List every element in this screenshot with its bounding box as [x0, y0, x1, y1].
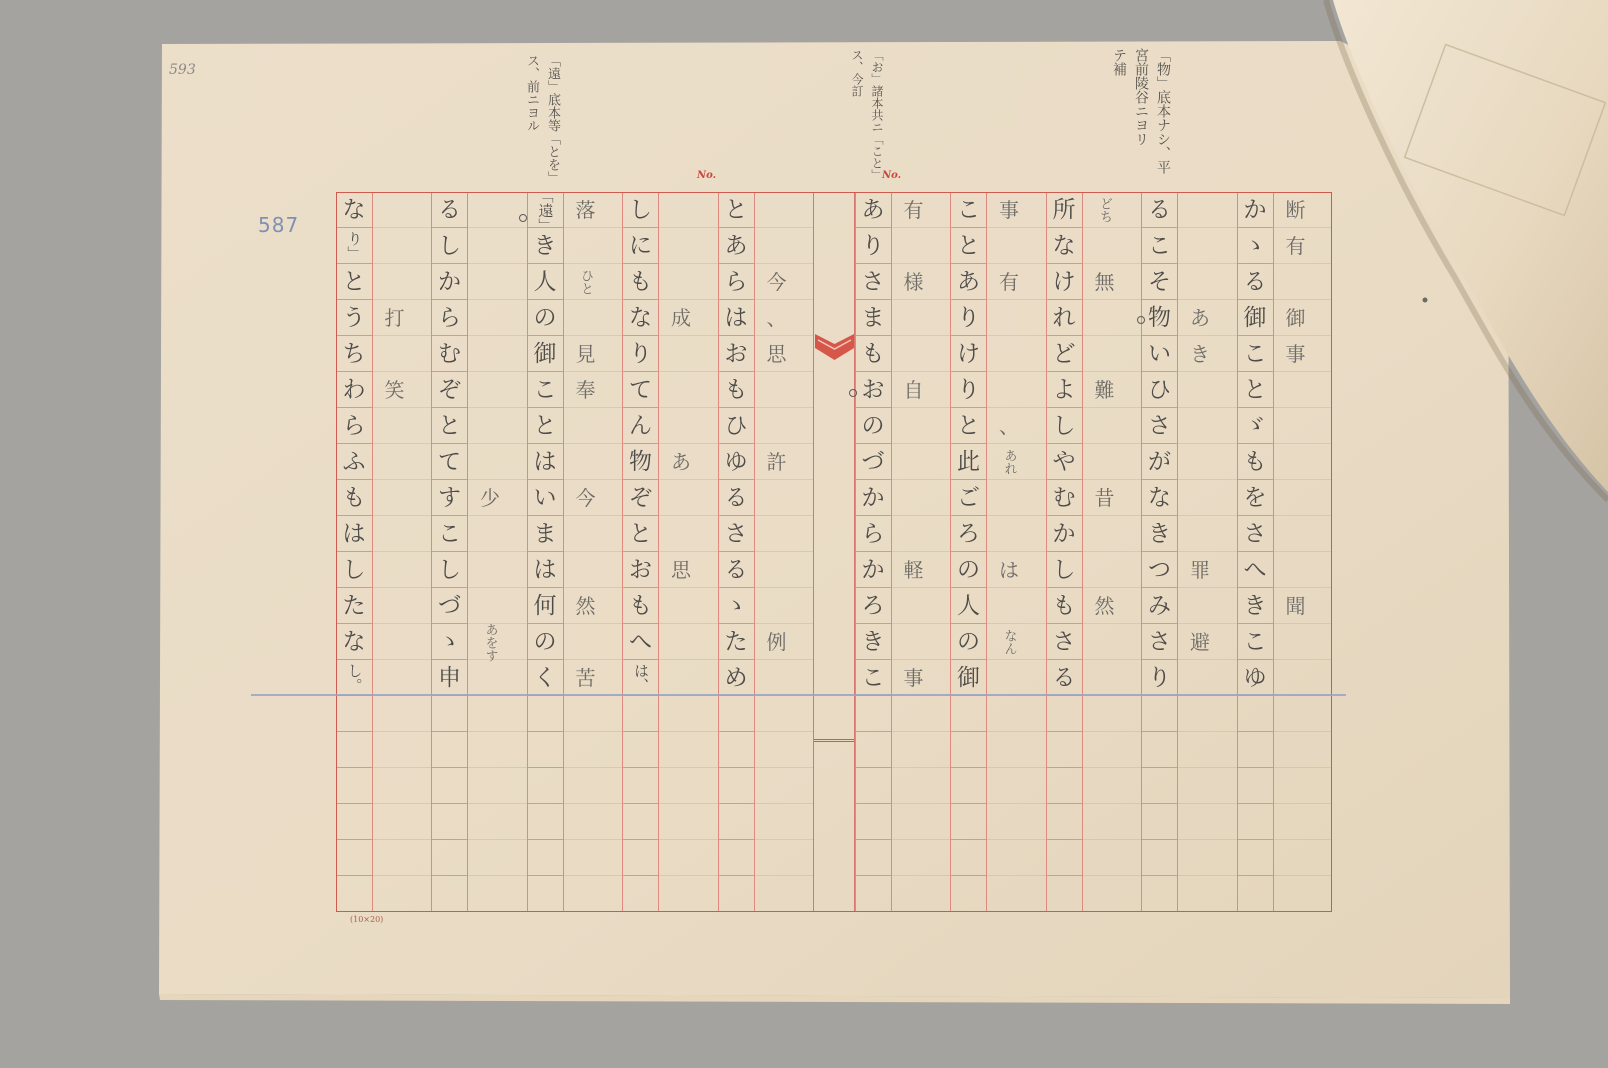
annotation-column-5: [892, 192, 951, 912]
text-cell: ろ: [861, 592, 885, 619]
handwritten-annotation: あ: [1190, 306, 1210, 330]
text-cell: る: [1243, 268, 1267, 295]
text-cell: ゆ: [1243, 664, 1267, 691]
text-column-3: [1046, 192, 1083, 912]
pencil-guide-line: [251, 694, 1346, 696]
text-cell: は: [724, 304, 748, 331]
text-cell: も: [861, 340, 885, 367]
text-cell: 何: [533, 592, 557, 619]
text-column-9: [431, 192, 468, 912]
handwritten-annotation: 事: [999, 198, 1019, 222]
text-cell: き: [533, 232, 557, 259]
text-cell: う: [342, 304, 366, 331]
text-cell: か: [861, 484, 885, 511]
handwritten-page-number: 593: [169, 62, 196, 78]
text-cell: こ: [1148, 232, 1171, 259]
text-cell: る: [724, 556, 748, 583]
text-cell: と: [957, 412, 980, 439]
text-cell: の: [533, 304, 557, 331]
text-cell: は: [533, 448, 557, 475]
text-cell: ご: [957, 484, 980, 511]
text-cell: ぞ: [438, 376, 461, 403]
text-cell: は: [533, 556, 557, 583]
annotation-column-10: [373, 192, 432, 912]
handwritten-annotation: 昔: [1094, 486, 1115, 510]
text-cell: る: [438, 196, 461, 223]
editorial-note-3: [517, 54, 563, 194]
text-cell: し: [1052, 556, 1076, 583]
text-cell: り: [957, 304, 980, 331]
text-cell: へ: [629, 628, 652, 655]
handwritten-annotation: 事: [1285, 342, 1306, 366]
text-cell: か: [438, 268, 461, 295]
text-cell: な: [629, 304, 652, 331]
handwritten-annotation: は: [999, 558, 1019, 582]
text-cell: と: [724, 196, 748, 223]
center-spine-column: [813, 192, 855, 912]
text-cell: を: [1243, 484, 1267, 511]
text-cell: づ: [438, 592, 461, 619]
text-cell: き: [1148, 520, 1171, 547]
text-cell: と: [438, 412, 461, 439]
text-cell: あ: [861, 196, 885, 223]
text-cell: お: [724, 340, 748, 367]
text-cell: の: [861, 412, 885, 439]
text-cell: ん: [629, 412, 652, 439]
handwritten-annotation: 少: [480, 486, 500, 510]
editorial-note-line: 「物」底本ナシ、平: [1155, 48, 1171, 174]
editorial-note-1: [1104, 48, 1174, 188]
annotation-column-8: [564, 192, 623, 912]
text-cell: ゆ: [724, 448, 748, 475]
text-cell: も: [629, 268, 652, 295]
text-cell: 申: [438, 664, 461, 691]
handwritten-annotation: 、: [999, 414, 1019, 438]
text-cell: 「遠」: [536, 187, 555, 233]
text-cell: も: [724, 376, 748, 403]
text-cell: る: [1148, 196, 1171, 223]
text-column-7: [622, 192, 659, 912]
text-cell: い: [533, 484, 557, 511]
handwritten-annotation: 思: [766, 342, 787, 366]
grid-size-label: (10×20): [350, 915, 384, 924]
text-cell: の: [533, 628, 557, 655]
text-cell: さ: [1148, 412, 1171, 439]
annotation-column-4: [987, 192, 1046, 912]
text-cell: な: [1148, 484, 1171, 511]
handwritten-annotation: 思: [671, 558, 691, 582]
text-cell: て: [629, 376, 652, 403]
text-cell: こ: [1243, 628, 1267, 655]
text-cell: ら: [342, 412, 366, 439]
text-cell: か: [1052, 520, 1076, 547]
text-cell: り: [629, 340, 652, 367]
handwritten-annotation: どち: [1097, 197, 1112, 223]
handwritten-annotation: 難: [1094, 378, 1115, 402]
text-column-6: [718, 192, 755, 912]
handwritten-annotation: 奉: [575, 378, 596, 402]
handwritten-annotation: 笑: [384, 378, 405, 402]
text-cell: に: [629, 232, 652, 259]
editorial-note-line: ス、前ニヨル: [524, 54, 539, 132]
text-cell: か: [1243, 196, 1267, 223]
text-cell: 所: [1052, 196, 1076, 223]
text-cell: れ: [1052, 304, 1076, 331]
handwritten-annotation: あれ: [1001, 449, 1017, 475]
annotation-column-9: [468, 192, 527, 912]
no-label-right: No.: [882, 170, 902, 181]
handwritten-annotation: 許: [766, 450, 787, 474]
handwritten-annotation: 御: [1285, 306, 1306, 330]
text-cell: み: [1148, 592, 1171, 619]
handwritten-annotation: なん: [1001, 629, 1017, 655]
text-cell: ゞ: [1243, 412, 1267, 439]
handwritten-annotation: 、: [766, 306, 787, 330]
text-cell: か: [861, 556, 885, 583]
text-cell: き: [1243, 592, 1267, 619]
annotation-column-2: [1178, 192, 1237, 912]
handwritten-annotation: 断: [1285, 198, 1306, 222]
handwritten-annotation: 然: [575, 594, 596, 618]
text-cell: は: [342, 520, 366, 547]
text-cell: お: [861, 376, 885, 403]
text-cell: す: [438, 484, 461, 511]
text-cell: な: [1052, 232, 1076, 259]
text-cell: ろ: [957, 520, 980, 547]
text-cell: る: [724, 484, 748, 511]
text-cell: り」: [345, 231, 364, 261]
text-cell: 御: [1243, 304, 1267, 331]
text-cell: む: [1052, 484, 1076, 511]
text-cell: し: [438, 556, 461, 583]
text-cell: し: [438, 232, 461, 259]
text-column-5: [855, 192, 892, 912]
handwritten-annotation: 今: [766, 270, 787, 294]
text-cell: と: [342, 268, 366, 295]
text-cell: も: [1052, 592, 1076, 619]
annotation-column-3: [1083, 192, 1142, 912]
no-label-left: No.: [697, 170, 717, 181]
text-cell: し: [342, 556, 366, 583]
spine-rule: [814, 739, 854, 742]
text-column-10: [336, 192, 373, 912]
text-cell: よ: [1052, 376, 1076, 403]
text-cell: 此: [957, 448, 980, 475]
handwritten-annotation: 自: [903, 378, 924, 402]
text-cell: し: [1052, 412, 1076, 439]
text-cell: 物: [1148, 304, 1171, 331]
text-cell: も: [629, 592, 652, 619]
text-cell: つ: [1148, 556, 1171, 583]
text-cell: へ: [1243, 556, 1267, 583]
text-cell: こ: [1243, 340, 1267, 367]
text-cell: 物: [629, 448, 652, 475]
text-cell: き: [861, 628, 885, 655]
handwritten-annotation: 様: [903, 270, 924, 294]
handwritten-annotation: 見: [575, 342, 596, 366]
handwritten-annotation: 聞: [1285, 594, 1306, 618]
text-cell: ち: [342, 340, 366, 367]
annotation-column-6: [755, 192, 814, 912]
text-cell: 人: [957, 592, 980, 619]
handwritten-annotation: あ: [671, 450, 691, 474]
text-cell: や: [1052, 448, 1076, 475]
handwritten-annotation: 無: [1094, 270, 1115, 294]
handwritten-annotation: 例: [766, 630, 787, 654]
text-cell: 御: [533, 340, 557, 367]
handwritten-annotation: 打: [384, 306, 405, 330]
handwritten-annotation: 有: [903, 198, 924, 222]
text-cell: あ: [724, 232, 748, 259]
text-cell: と: [533, 412, 557, 439]
text-cell: こ: [533, 376, 557, 403]
text-cell: ひ: [724, 412, 748, 439]
text-cell: ま: [533, 520, 557, 547]
text-cell: 御: [957, 664, 980, 691]
text-cell: し: [629, 196, 652, 223]
text-cell: と: [1243, 376, 1267, 403]
text-cell: あ: [957, 268, 980, 295]
handwritten-annotation: 然: [1094, 594, 1115, 618]
text-cell: づ: [861, 448, 885, 475]
text-cell: け: [957, 340, 980, 367]
text-column-1: [1237, 192, 1274, 912]
text-cell: そ: [1148, 268, 1171, 295]
annotation-column-1: [1274, 192, 1333, 912]
text-cell: ら: [861, 520, 885, 547]
text-column-2: [1141, 192, 1178, 912]
text-cell: む: [438, 340, 461, 367]
text-cell: り: [1148, 664, 1171, 691]
text-cell: も: [342, 484, 366, 511]
text-cell: こ: [438, 520, 461, 547]
text-cell: し。: [345, 663, 364, 693]
text-cell: な: [342, 628, 366, 655]
handwritten-annotation: 軽: [903, 558, 924, 582]
fish-tail-mark: [814, 333, 855, 361]
text-cell: ぞ: [629, 484, 652, 511]
insertion-circle-mark: [1137, 316, 1145, 324]
text-cell: く: [533, 664, 557, 691]
text-cell: ゝ: [724, 592, 748, 619]
text-cell: め: [724, 664, 748, 691]
handwritten-annotation: 罪: [1190, 558, 1210, 582]
text-cell: の: [957, 556, 980, 583]
handwritten-annotation: 苦: [575, 666, 596, 690]
text-cell: ゝ: [1243, 232, 1267, 259]
text-cell: ふ: [342, 448, 366, 475]
insertion-circle-mark: [849, 389, 857, 397]
text-cell: 人: [533, 268, 557, 295]
text-cell: た: [724, 628, 748, 655]
text-cell: こ: [957, 196, 980, 223]
editorial-note-line: テ補: [1111, 48, 1127, 76]
text-cell: い: [1148, 340, 1171, 367]
editorial-note-line: 「お」諸本共ニ「こと」: [870, 49, 884, 181]
annotation-column-7: [659, 192, 718, 912]
handwritten-annotation: 有: [999, 270, 1019, 294]
editorial-note-line: 宮前陵谷ニヨリ: [1133, 48, 1149, 146]
handwritten-annotation: 成: [671, 306, 691, 330]
handwritten-annotation: 事: [903, 666, 924, 690]
text-cell: ど: [1052, 340, 1076, 367]
text-cell: り: [957, 376, 980, 403]
text-cell: ま: [861, 304, 885, 331]
text-cell: ら: [724, 268, 748, 295]
text-column-4: [950, 192, 987, 912]
text-cell: さ: [861, 268, 885, 295]
text-cell: の: [957, 628, 980, 655]
handwritten-annotation: 今: [575, 486, 596, 510]
text-cell: さ: [1243, 520, 1267, 547]
editorial-note-2: [842, 49, 887, 189]
text-cell: お: [629, 556, 652, 583]
handwritten-annotation: あをす: [482, 622, 498, 662]
text-cell: は、: [632, 663, 650, 693]
text-cell: が: [1148, 448, 1171, 475]
editorial-note-line: 「遠」底本等「とを」: [545, 54, 560, 184]
editorial-note-line: ス、今訂: [850, 49, 864, 97]
insertion-circle-mark: [519, 214, 527, 222]
text-cell: り: [861, 232, 885, 259]
text-cell: け: [1052, 268, 1076, 295]
text-cell: ひ: [1148, 376, 1171, 403]
text-cell: な: [342, 196, 366, 223]
text-cell: さ: [724, 520, 748, 547]
handwritten-annotation: 避: [1190, 630, 1210, 654]
text-cell: わ: [342, 376, 366, 403]
text-cell: も: [1243, 448, 1267, 475]
handwritten-annotation: ひと: [578, 269, 593, 295]
text-cell: ら: [438, 304, 461, 331]
handwritten-annotation: き: [1190, 342, 1210, 366]
text-cell: る: [1052, 664, 1076, 691]
handwritten-annotation: 落: [575, 198, 596, 222]
text-cell: と: [629, 520, 652, 547]
text-cell: こ: [861, 664, 885, 691]
text-cell: と: [957, 232, 980, 259]
text-cell: さ: [1052, 628, 1076, 655]
text-column-8: [527, 187, 564, 912]
text-cell: ゝ: [438, 628, 461, 655]
handwritten-annotation: 有: [1285, 234, 1306, 258]
text-cell: さ: [1148, 628, 1171, 655]
stamped-page-number: 587: [258, 213, 300, 237]
text-cell: て: [438, 448, 461, 475]
text-cell: た: [342, 592, 366, 619]
